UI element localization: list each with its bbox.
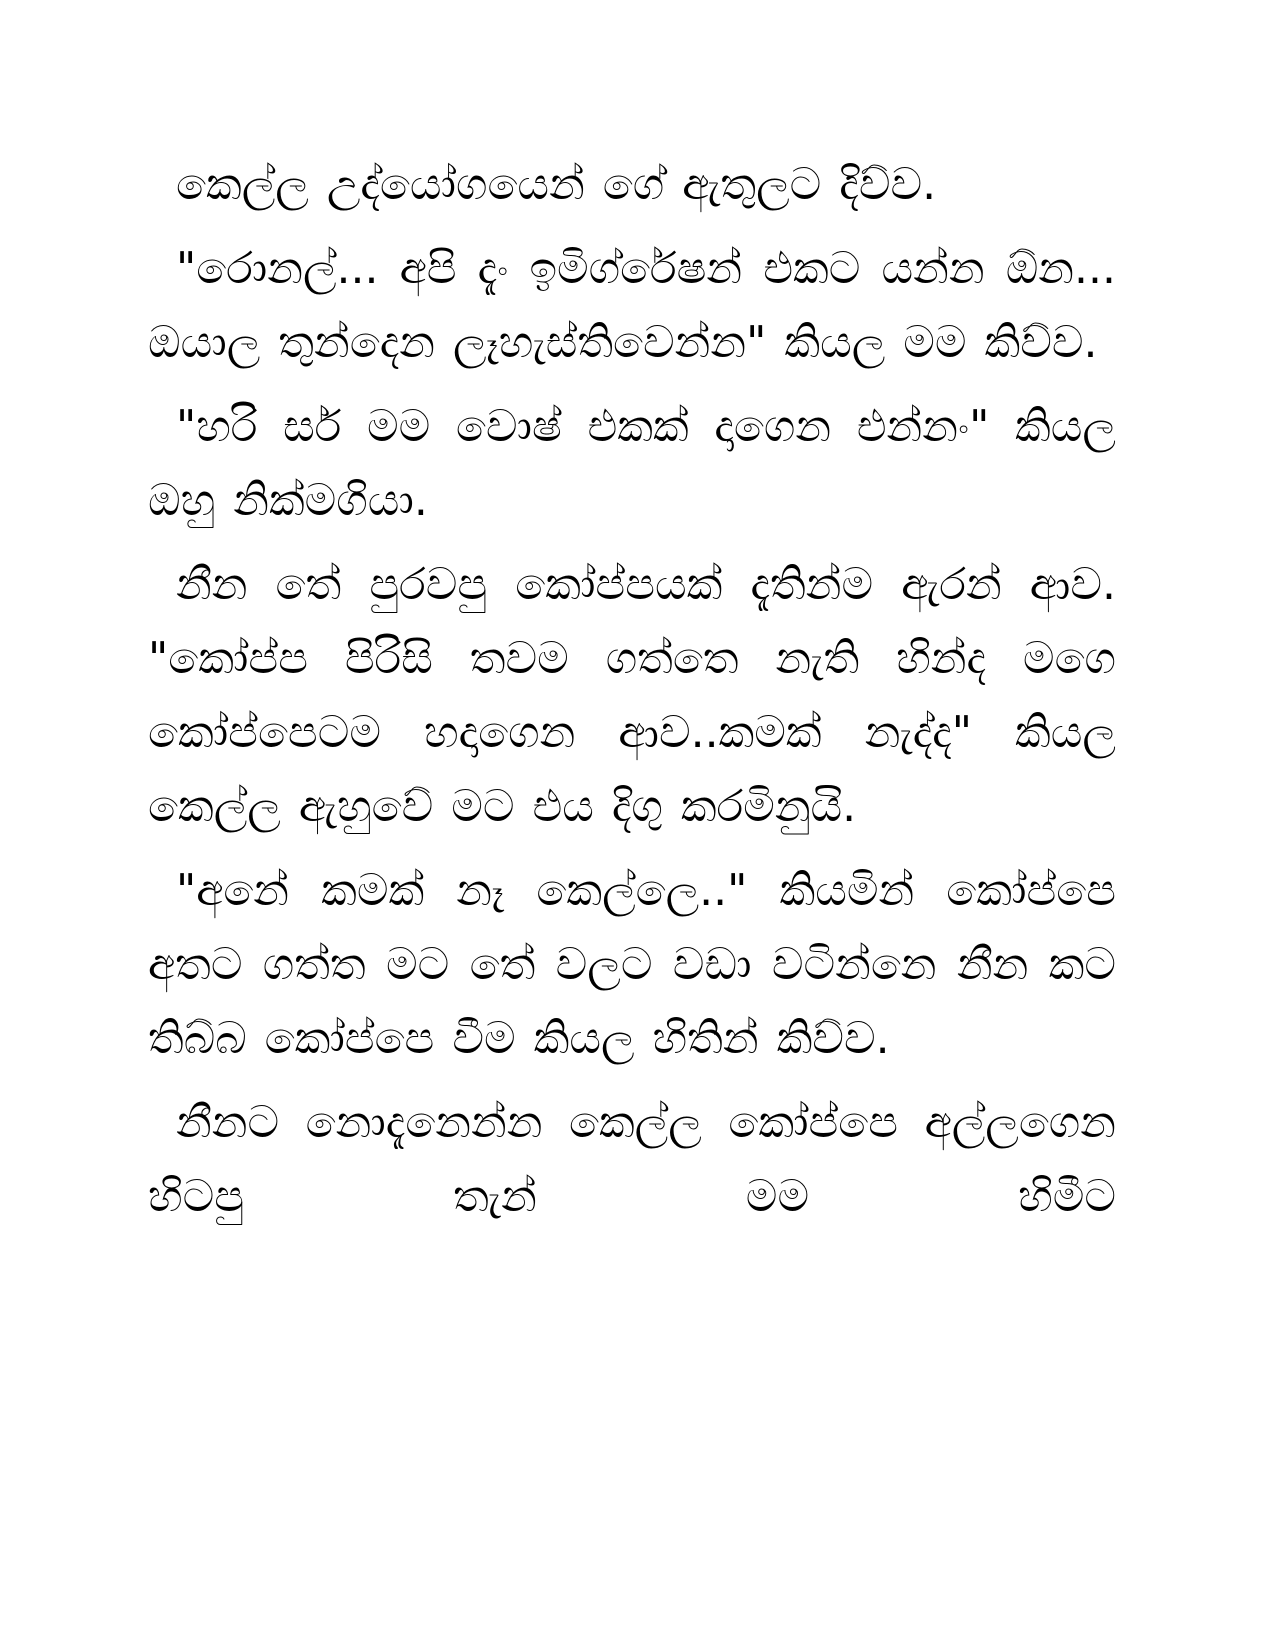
- paragraph-5: "අනේ කමක් නෑ කෙල්ලෙ.." කියමින් කෝප්පෙ අතට ගත්ත මට තේ වලට වඩා වටින්නෙ නීන කට තිබ්බ කෝප්පෙ වීම කියල හිතින් කිව්ව.: [148, 865, 1116, 1064]
- paragraph-2: "රොනල්... අපි දැං ඉමිග්රේෂන් එකට යන්න ඕන... ඔයාල තුන්දෙන ලෑහැස්තිවෙන්න" කියල මම කිව්ව.: [148, 243, 1116, 368]
- paragraph-4: නීන තේ පුරවපු කෝප්පයක් දැතින්ම ඇරන් ආව. "කෝප්ප පිරිසි තවම ගත්තෙ නැති හින්ද මගෙ කෝප්පෙටම හදාගෙන ආව..කමක් නැද්ද" කියල කෙල්ල ඇහුවේ මට එය දිගු කරමිනුයි.: [148, 559, 1116, 832]
- paragraph-1: කෙල්ල උද්යෝගයෙන් ගේ ඇතුලට දිව්ව.: [176, 159, 937, 210]
- paragraph-6: නීනට නොදැනෙන්න කෙල්ල කෝප්පෙ අල්ලගෙන හිටපු තැන් මම හිමීට: [148, 1097, 1116, 1222]
- paragraph-3: "හරි සර් මම වොෂ් එකක් දාගෙන එන්නං" කියල ඔහු නික්මගියා.: [148, 401, 1116, 526]
- document-page: [148, 148, 1116, 1244]
